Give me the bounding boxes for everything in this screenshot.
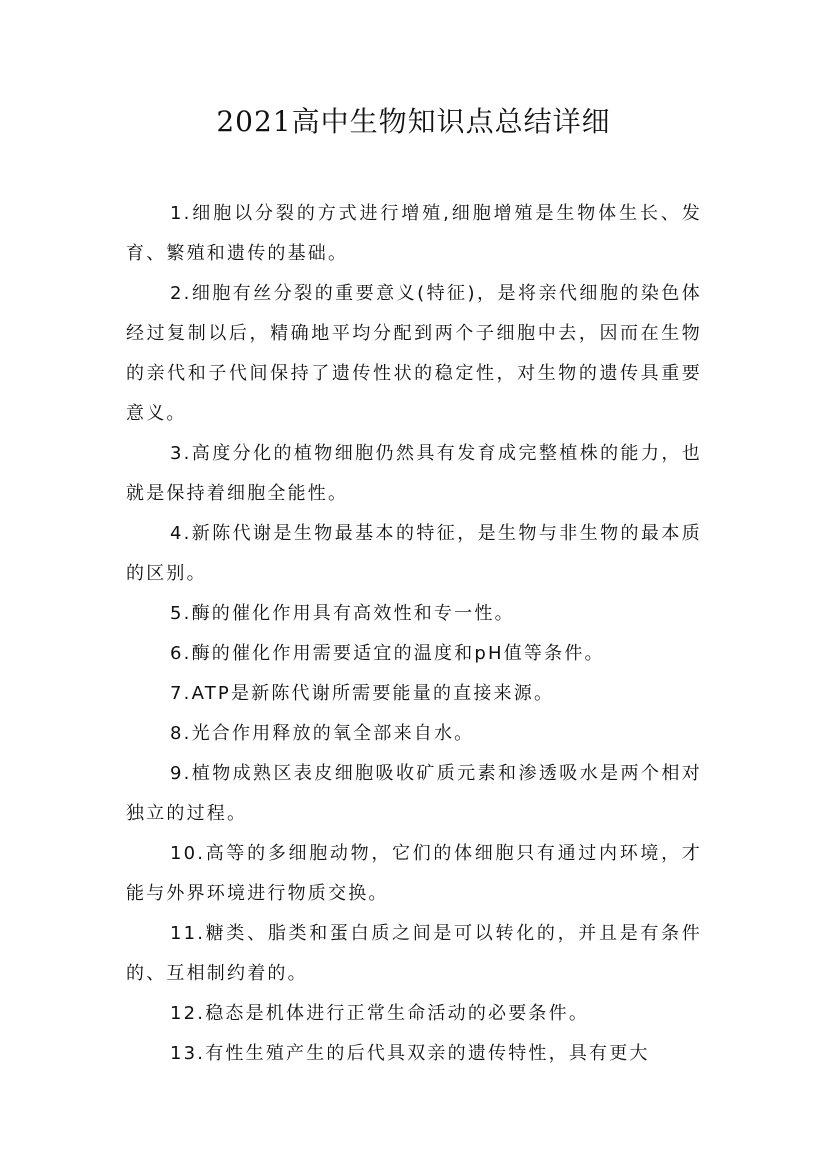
paragraph: 10.高等的多细胞动物，它们的体细胞只有通过内环境，才能与外界环境进行物质交换。 [126,843,702,904]
paragraph: 2.细胞有丝分裂的重要意义(特征)，是将亲代细胞的染色体经过复制以后，精确地平均分配到两个子细胞中去，因而在生物的亲代和子代间保持了遗传性状的稳定性，对生物的遗传具重要意义。 [126,283,702,424]
paragraph: 12.稳态是机体进行正常生命活动的必要条件。 [170,1003,590,1024]
paragraph: 7.ATP是新陈代谢所需要能量的直接来源。 [170,683,555,704]
document-body [126,194,702,1074]
paragraph: 8.光合作用释放的氧全部来自水。 [170,723,475,744]
paragraph: 1.细胞以分裂的方式进行增殖,细胞增殖是生物体生长、发育、繁殖和遗传的基础。 [126,203,702,264]
paragraph: 9.植物成熟区表皮细胞吸收矿质元素和渗透吸水是两个相对独立的过程。 [126,763,702,824]
paragraph: 11.糖类、脂类和蛋白质之间是可以转化的，并且是有条件的、互相制约着的。 [126,923,702,984]
paragraph: 4.新陈代谢是生物最基本的特征，是生物与非生物的最本质的区别。 [126,523,702,584]
paragraph: 3.高度分化的植物细胞仍然具有发育成完整植株的能力，也就是保持着细胞全能性。 [126,443,702,504]
paragraph: 13.有性生殖产生的后代具双亲的遗传特性，具有更大 [170,1043,650,1064]
document-title: 2021高中生物知识点总结详细 [216,105,611,138]
paragraph: 5.酶的催化作用具有高效性和专一性。 [170,603,515,624]
paragraph: 6.酶的催化作用需要适宜的温度和pH值等条件。 [170,643,605,664]
